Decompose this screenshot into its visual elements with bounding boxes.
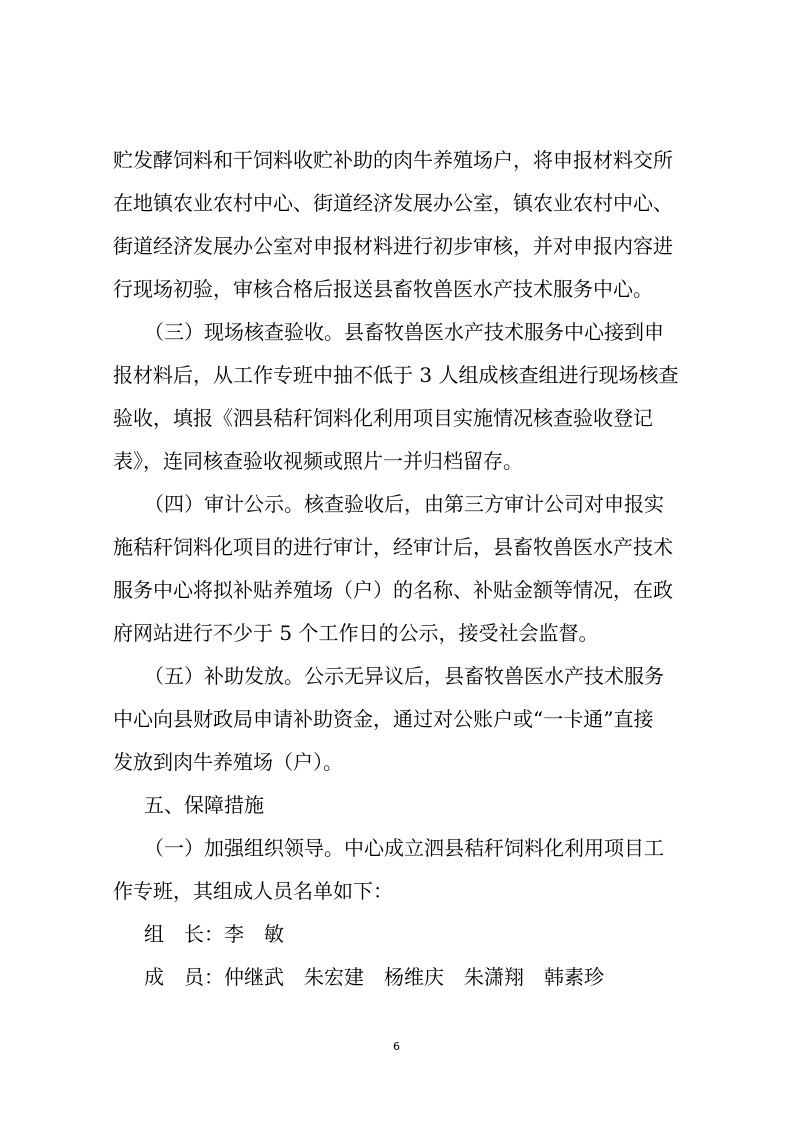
paragraph-line: 施秸秆饲料化项目的进行审计，经审计后，县畜牧兽医水产技术 <box>113 535 673 559</box>
paragraph-line: （一）加强组织领导。中心成立泗县秸秆饲料化利用项目工 <box>144 836 664 860</box>
paragraph-line: （五）补助发放。公示无异议后，县畜牧兽医水产技术服务 <box>144 664 664 688</box>
paragraph-line: （三）现场核查验收。县畜牧兽医水产技术服务中心接到申 <box>144 320 664 344</box>
paragraph-line: 报材料后，从工作专班中抽不低于 3 人组成核查组进行现场核查 <box>113 363 679 387</box>
paragraph-line: 表》，连同核查验收视频或照片一并归档留存。 <box>113 449 523 473</box>
paragraph-line: 服务中心将拟补贴养殖场（户）的名称、补贴金额等情况，在政 <box>113 578 673 602</box>
paragraph-line: 行现场初验，审核合格后报送县畜牧兽医水产技术服务中心。 <box>113 277 653 301</box>
paragraph-line: 府网站进行不少于 5 个工作日的公示，接受社会监督。 <box>113 621 599 645</box>
page-number: 6 <box>393 1040 400 1053</box>
paragraph-line: 街道经济发展办公室对申报材料进行初步审核，并对申报内容进 <box>113 234 673 258</box>
section-heading: 五、保障措施 <box>144 793 264 817</box>
paragraph-line: 作专班，其组成人员名单如下： <box>113 879 393 903</box>
paragraph-line: 发放到肉牛养殖场（户）。 <box>113 750 343 774</box>
paragraph-line: （四）审计公示。核查验收后，由第三方审计公司对申报实 <box>144 492 664 516</box>
paragraph-line: 验收，填报《泗县秸秆饲料化利用项目实施情况核查验收登记 <box>113 406 653 430</box>
team-members-line: 成 员：仲继武 朱宏建 杨维庆 朱潇翔 韩素珍 <box>144 965 604 989</box>
paragraph-line: 中心向县财政局申请补助资金，通过对公账户或“一卡通”直接 <box>113 707 654 731</box>
team-leader-line: 组 长：李 敏 <box>144 922 284 946</box>
paragraph-line: 贮发酵饲料和干饲料收贮补助的肉牛养殖场户，将申报材料交所 <box>113 148 673 172</box>
paragraph-line: 在地镇农业农村中心、街道经济发展办公室，镇农业农村中心、 <box>113 191 673 215</box>
